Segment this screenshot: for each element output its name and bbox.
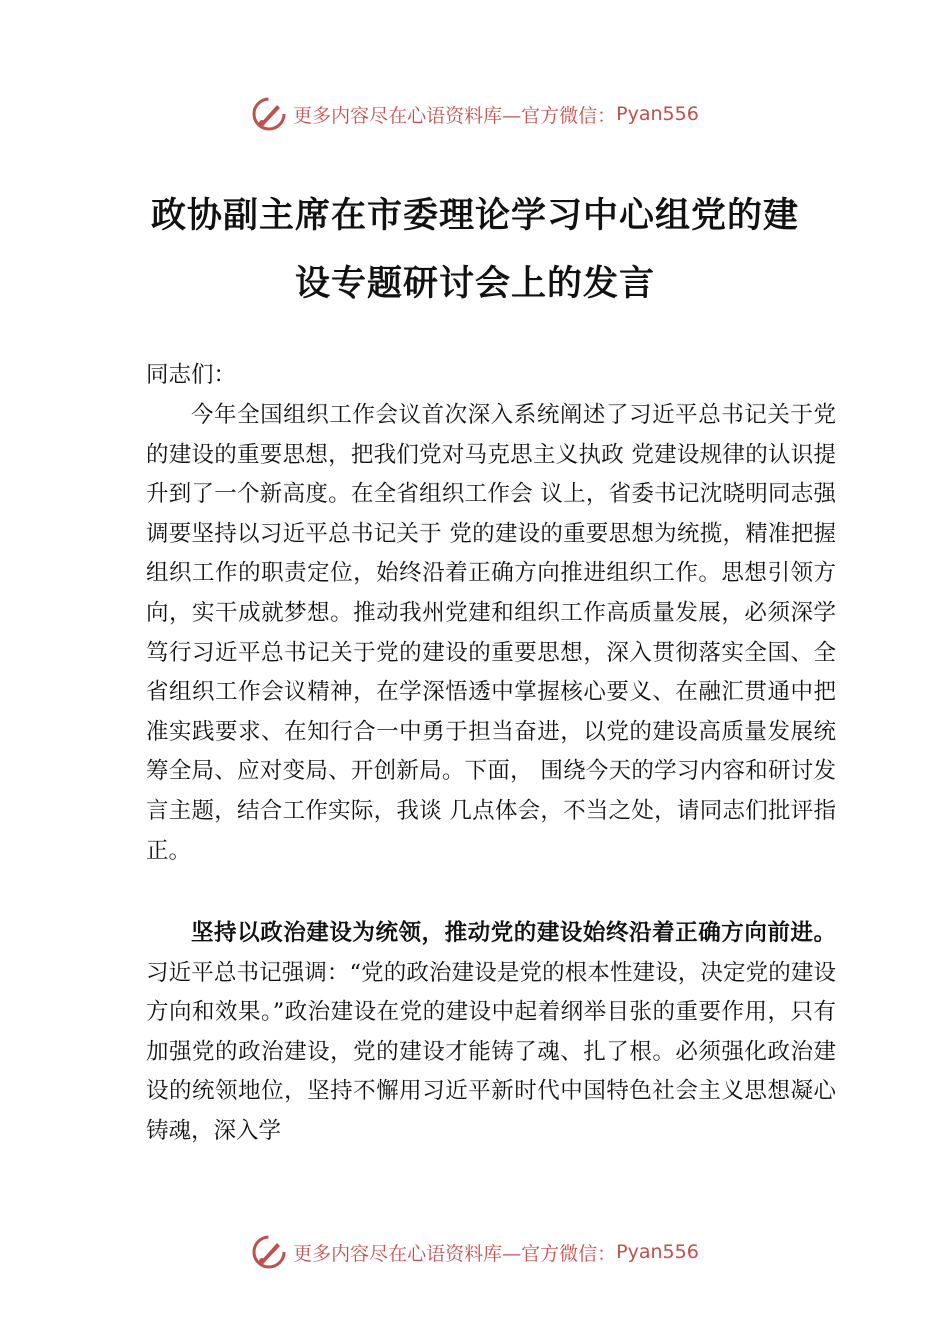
document-title-line1: 政协副主席在市委理论学习中心组党的建: [150, 195, 799, 236]
brush-logo-icon: [251, 96, 287, 132]
paragraph-2: [146, 914, 836, 1152]
paragraph-2-body: 习近平总书记强调：“党的政治建设是党的根本性建设，决定党的建设方向和效果。”政治建设在党的建设中起着纲举目张的重要作用，只有加强党的政治建设，党的建设才能铸了魂、扎了根。必须强化政治建设的统领地位，坚持不懈用习近平新时代中国特色社会主义思想凝心铸魂，深入学: [146, 959, 836, 1144]
greeting: 同志们：: [146, 362, 237, 388]
paragraph-2-lead: 坚持以政治建设为统领，推动党的建设始终沿着正确方向前进。: [191, 920, 836, 946]
watermark-text: 更多内容尽在心语资料库—官方微信：: [293, 104, 617, 127]
paragraph-1: 今年全国组织工作会议首次深入系统阐述了习近平总书记关于党的建设的重要思想，把我们党对马克思主义执政 党建设规律的认识提升到了一个新高度。在全省组织工作会 议上，省委书记沈晓明同志强调要坚持以习近平总书记关于 党的建设的重要思想为统揽，精准把握组织工作的职责定位，始终沿着正确方向推进组织工作。思想引领方向，实干成就梦想。推动我州党建和组织工作高质量发展，必须深学笃行习近平总书记关于党的建设的重要思想，深入贯彻落实全国、全省组织工作会议精神，在学深悟透中掌握核心要义、在融汇贯通中把准实践要求、在知行合一中勇于担当奋进，以党的建设高质量发展统筹全局、应对变局、开创新局。下面， 围绕今天的学习内容和研讨发言主题，结合工作实际，我谈 几点体会，不当之处，请同志们批评指正。: [146, 402, 836, 864]
brush-logo-icon: [251, 1234, 287, 1270]
document-title-line2: 设专题研讨会上的发言: [294, 263, 655, 304]
footer-watermark: [0, 1232, 950, 1272]
watermark-text: 更多内容尽在心语资料库—官方微信：: [293, 1242, 617, 1265]
watermark-wechat-id: Pyan556: [616, 1241, 699, 1263]
header-watermark: [0, 94, 950, 134]
watermark-wechat-id: Pyan556: [616, 103, 699, 125]
